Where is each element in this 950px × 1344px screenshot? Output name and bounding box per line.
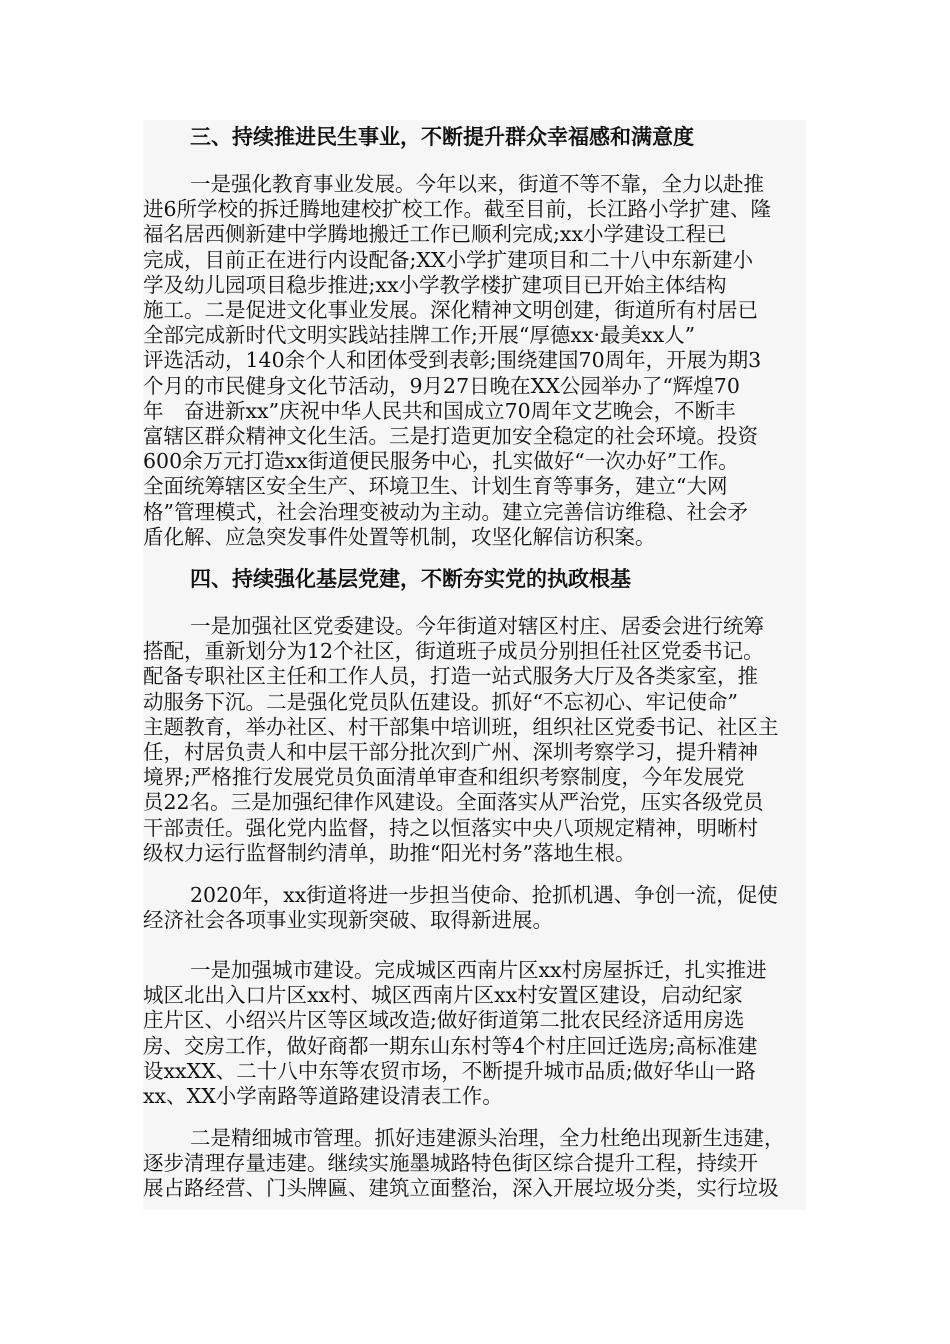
text-line: 格”管理模式，社会治理变被动为主动。建立完善信访维稳、社会矛 xyxy=(143,499,748,524)
text-line: 一是加强城市建设。完成城区西南片区xx村房屋拆迁，扎实推进 xyxy=(190,958,767,982)
text-line: 进6所学校的拆迁腾地建校扩校工作。截至目前，长江路小学扩建、隆 xyxy=(143,197,772,222)
paragraph-education-culture-security xyxy=(143,172,806,550)
section-heading-4: 四、持续强化基层党建，不断夯实党的执政根基 xyxy=(190,567,631,591)
text-line: 动服务下沉。二是强化党员队伍建设。抓好“不忘初心、牢记使命” xyxy=(143,689,738,714)
text-line: 级权力运行监督制约清单，助推“阳光村务”落地生根。 xyxy=(143,840,636,865)
text-line: 境界;严格推行发展党员负面清单审查和组织考察制度，今年发展党 xyxy=(143,765,745,790)
text-line: 二是精细城市管理。抓好违建源头治理，全力杜绝出现新生违建， xyxy=(190,1126,785,1150)
text-line: 设xxXX、二十八中东等农贸市场，不断提升城市品质;做好华山一路 xyxy=(143,1058,756,1083)
text-line: 城区北出入口片区xx村、城区西南片区xx村安置区建设，启动纪家 xyxy=(143,983,743,1008)
paragraph-city-construction xyxy=(143,958,806,1109)
paragraph-city-management xyxy=(143,1126,806,1202)
text-line: 学及幼儿园项目稳步推进;xx小学教学楼扩建项目已开始主体结构 xyxy=(143,272,727,297)
section-heading-3: 三、持续推进民生事业，不断提升群众幸福感和满意度 xyxy=(190,125,694,149)
text-line: 逐步清理存量违建。继续实施墨城路特色街区综合提升工程，持续开 xyxy=(143,1151,758,1176)
text-line: 一是强化教育事业发展。今年以来，街道不等不靠，全力以赴推 xyxy=(190,172,764,196)
text-line: 年 奋进新xx”庆祝中华人民共和国成立70周年文艺晚会，不断丰 xyxy=(143,398,736,423)
text-line: 搭配，重新划分为12个社区，街道班子成员分别担任社区党委书记。 xyxy=(143,639,764,664)
text-line: 全部完成新时代文明实践站挂牌工作;开展“厚德xx·最美xx人” xyxy=(143,323,696,348)
text-line: 员22名。三是加强纪律作风建设。全面落实从严治党，压实各级党员 xyxy=(143,790,764,815)
paragraph-2020-outlook xyxy=(143,883,806,933)
text-line: 干部责任。强化党内监督，持之以恒落实中央八项规定精神，明晰村 xyxy=(143,815,758,840)
text-line: 2020年，xx街道将进一步担当使命、抢抓机遇、争创一流，促使 xyxy=(190,883,778,907)
text-line: 主题教育，举办社区、村干部集中培训班，组织社区党委书记、社区主 xyxy=(143,714,779,739)
text-line: 600余万元打造xx街道便民服务中心，扎实做好“一次办好”工作。 xyxy=(143,449,739,474)
text-line: 盾化解、应急突发事件处置等机制，攻坚化解信访积案。 xyxy=(143,524,656,549)
text-line: 任，村居负责人和中层干部分批次到广州、深圳考察学习，提升精神 xyxy=(143,740,758,765)
text-line: 配备专职社区主任和工作人员，打造一站式服务大厅及各类家室，推 xyxy=(143,664,758,689)
text-line: 展占路经营、门头牌匾、建筑立面整治，深入开展垃圾分类，实行垃圾 xyxy=(143,1176,779,1201)
text-line: 全面统筹辖区安全生产、环境卫生、计划生育等事务，建立“大网 xyxy=(143,474,728,499)
text-line: 评选活动，140余个人和团体受到表彰;围绕建国70周年，开展为期3 xyxy=(143,348,762,373)
text-line: 经济社会各项事业实现新突破、取得新进展。 xyxy=(143,908,553,933)
text-line: 房、交房工作，做好商都一期东山东村等4个村庄回迁选房;高标准建 xyxy=(143,1033,758,1058)
text-line: 完成，目前正在进行内设配备;XX小学扩建项目和二十八中东新建小 xyxy=(143,247,754,272)
text-line: xx、XX小学南路等道路建设清表工作。 xyxy=(143,1084,503,1109)
text-line: 施工。二是促进文化事业发展。深化精神文明创建，街道所有村居已 xyxy=(143,298,758,323)
text-line: 富辖区群众精神文化生活。三是打造更加安全稳定的社会环境。投资 xyxy=(143,424,758,449)
text-line: 个月的市民健身文化节活动，9月27日晚在XX公园举办了“辉煌70 xyxy=(143,373,740,398)
paragraph-party-building xyxy=(143,614,806,866)
text-line: 庄片区、小绍兴片区等区域改造;做好街道第二批农民经济适用房选 xyxy=(143,1008,745,1033)
text-line: 福名居西侧新建中学腾地搬迁工作已顺利完成;xx小学建设工程已 xyxy=(143,222,727,247)
text-line: 一是加强社区党委建设。今年街道对辖区村庄、居委会进行统筹 xyxy=(190,614,764,638)
